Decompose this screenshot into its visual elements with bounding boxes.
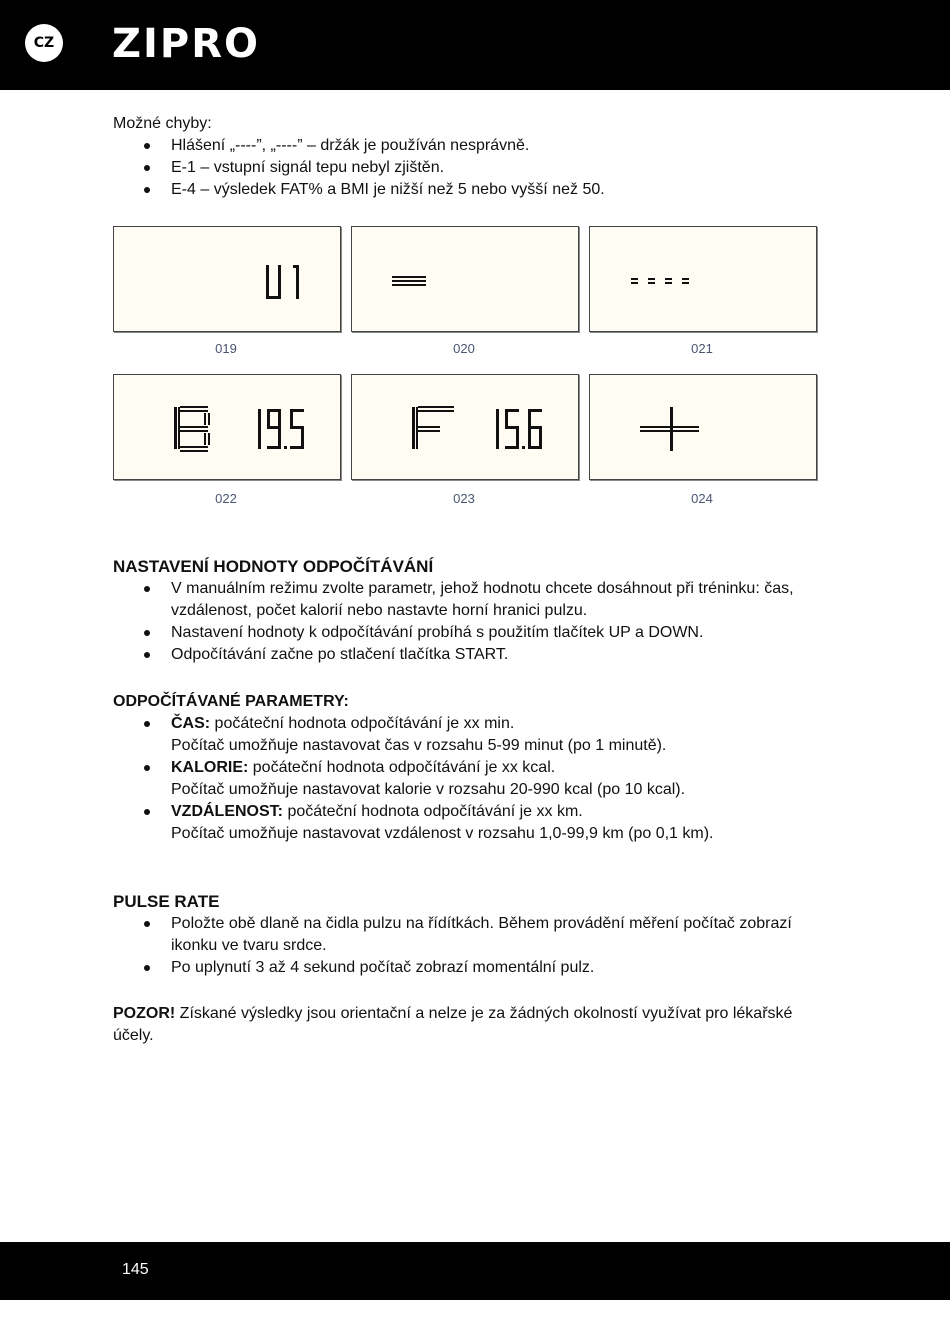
display-figures bbox=[113, 226, 818, 516]
language-badge: CZ bbox=[25, 24, 63, 62]
zipro-logo: ZIPRO bbox=[112, 21, 261, 67]
list-item: E-1 – vstupní signál tepu nebyl zjištěn. bbox=[113, 157, 833, 179]
param-range: Počítač umožňuje nastavovat čas v rozsahu 5-99 minut (po 1 minutě). bbox=[171, 737, 667, 754]
figure-caption: 023 bbox=[453, 491, 475, 506]
warning-text: Získané výsledky jsou orientační a nelze je za žádných okolností využívat pro lékařské účely. bbox=[113, 1005, 793, 1044]
pulse-section bbox=[113, 891, 833, 979]
lcd-display-019 bbox=[113, 226, 341, 332]
page-number: 145 bbox=[122, 1261, 149, 1278]
param-text: počáteční hodnota odpočítávání je xx km. bbox=[283, 803, 583, 820]
footer-bar bbox=[0, 1242, 950, 1300]
params-list bbox=[113, 713, 833, 845]
param-text: počáteční hodnota odpočítávání je xx kcal. bbox=[248, 759, 556, 776]
list-item: E-4 – výsledek FAT% a BMI je nižší než 5 nebo vyšší než 50. bbox=[113, 179, 833, 201]
section-heading: PULSE RATE bbox=[113, 892, 220, 911]
params-section bbox=[113, 691, 833, 845]
list-item: Položte obě dlaně na čidla pulzu na řídítkách. Během provádění měření počítač zobrazí ikonku ve tvaru srdce. bbox=[113, 913, 833, 957]
list-item: Nastavení hodnoty k odpočítávání probíhá s použitím tlačítek UP a DOWN. bbox=[113, 622, 833, 644]
list-item: Hlášení „----”, „----” – držák je používán nesprávně. bbox=[113, 135, 833, 157]
param-range: Počítač umožňuje nastavovat kalorie v rozsahu 20-990 kcal (po 10 kcal). bbox=[171, 781, 686, 798]
param-label: VZDÁLENOST: bbox=[171, 803, 283, 820]
warning-section bbox=[113, 1003, 833, 1047]
list-item: V manuálním režimu zvolte parametr, jehož hodnotu chcete dosáhnout při tréninku: čas, vzdálenost, počet kalorií nebo nastavte horní hranici pulzu. bbox=[113, 578, 833, 622]
param-text: počáteční hodnota odpočítávání je xx min. bbox=[210, 715, 515, 732]
countdown-section bbox=[113, 556, 833, 666]
lcd-readout-fat bbox=[352, 375, 578, 479]
warning-label: POZOR! bbox=[113, 1005, 176, 1022]
list-item bbox=[113, 801, 833, 845]
header-bar bbox=[0, 0, 950, 90]
lcd-readout-u1 bbox=[114, 227, 340, 331]
lcd-display-023 bbox=[351, 374, 579, 480]
param-range: Počítač umožňuje nastavovat vzdálenost v rozsahu 1,0-99,9 km (po 0,1 km). bbox=[171, 825, 714, 842]
section-heading: ODPOČÍTÁVANÉ PARAMETRY: bbox=[113, 693, 349, 710]
list-item bbox=[113, 757, 833, 801]
errors-list bbox=[113, 135, 833, 201]
countdown-list bbox=[113, 578, 833, 666]
lcd-readout-spaced-dashes bbox=[590, 227, 816, 331]
lcd-readout-plus bbox=[590, 375, 816, 479]
lcd-display-024 bbox=[589, 374, 817, 480]
lcd-display-022 bbox=[113, 374, 341, 480]
list-item bbox=[113, 713, 833, 757]
warning-note bbox=[113, 1003, 833, 1047]
figure-caption: 021 bbox=[691, 341, 713, 356]
pulse-list bbox=[113, 913, 833, 979]
param-label: ČAS: bbox=[171, 715, 211, 732]
lcd-readout-bmi bbox=[114, 375, 340, 479]
lcd-display-021 bbox=[589, 226, 817, 332]
figure-caption: 022 bbox=[215, 491, 237, 506]
lcd-readout-dashes bbox=[352, 227, 578, 331]
figure-caption: 020 bbox=[453, 341, 475, 356]
list-item: Po uplynutí 3 až 4 sekund počítač zobrazí momentální pulz. bbox=[113, 957, 833, 979]
errors-title: Možné chyby: bbox=[113, 115, 212, 132]
page-content bbox=[113, 113, 833, 201]
list-item: Odpočítávání začne po stlačení tlačítka START. bbox=[113, 644, 833, 666]
figure-caption: 019 bbox=[215, 341, 237, 356]
param-label: KALORIE: bbox=[171, 759, 249, 776]
figure-caption: 024 bbox=[691, 491, 713, 506]
section-heading: NASTAVENÍ HODNOTY ODPOČÍTÁVÁNÍ bbox=[113, 557, 434, 576]
lcd-display-020 bbox=[351, 226, 579, 332]
